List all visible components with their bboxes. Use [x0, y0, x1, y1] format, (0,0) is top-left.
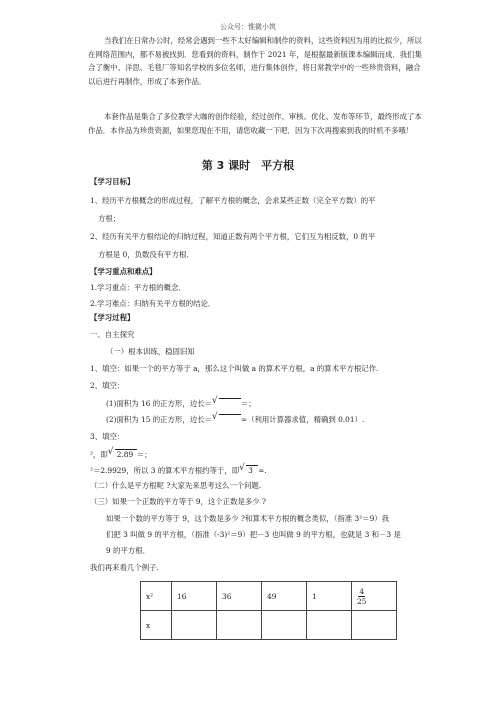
table-cell-blank: [352, 611, 397, 640]
fill-question-3: 3、填空：: [90, 432, 125, 441]
intro-paragraph-2: 本套作品是集合了多位教学大咖的创作经验，经过创作、审核、优化、发布等环节，最终形成了本作品．本作品为珍贵资源，如果您现在不用，请您收藏一下吧．因为下次再搜索到我的时机不多哦！: [88, 112, 422, 135]
goal-2-line-a: 2、经历有关平方根结论的归纳过程，知道正数有两个平方根，它们互为相反数，0 的平: [90, 232, 376, 241]
explanation-line-a: 如果一个数的平方等于 9，这个数是多少 ?和算术平方根的概念类似，（指准 3²＝9）我: [106, 514, 390, 523]
table-cell: 49: [262, 582, 307, 611]
fill-question-3-1: [90, 449, 152, 460]
explanation-line-b: 们把 3 叫做 9 的平方根，（指准（-3)²＝9）把－3 也叫做 9 的平方根，也就是 3 和－3 是: [106, 530, 401, 539]
goal-2-line-b: 方根是 0，负数没有平方根．: [98, 250, 194, 259]
fraction-denominator: 25: [357, 596, 367, 606]
q21-text-a: (1)面积为 16 的正方形，边长＝: [106, 399, 212, 408]
table-cell-blank: [307, 611, 352, 640]
radical-icon: √: [211, 396, 218, 406]
goal-1-line-b: 方根；: [98, 214, 121, 223]
table-cell-blank: [262, 611, 307, 640]
sqrt-sign: [212, 398, 241, 409]
lesson-title: 第 3 课时 平方根: [201, 159, 295, 172]
square-root-table: [140, 581, 397, 640]
radicand-blank: [219, 414, 241, 425]
table-cell-blank: [217, 611, 262, 640]
subpart-2-heading: （二）什么是平方根呢 ?大家先来思考这么一个问题.: [90, 481, 262, 490]
q22-text-a: (2)面积为 15 的正方形，边长＝: [106, 415, 212, 424]
key-point-1: 1.学习重点：平方根的概念．: [90, 283, 186, 292]
radical-icon: √: [211, 412, 218, 422]
part-1-heading: 一、自主探究: [90, 330, 135, 339]
table-cell: 1: [307, 582, 352, 611]
subpart-1-heading: （一）根本训练，稳固旧知: [106, 347, 195, 356]
fill-question-2-1: [106, 398, 256, 409]
section-key-heading: 【学习重点和难点】: [90, 267, 157, 276]
q31-text-b: ＝；: [136, 450, 152, 459]
fill-question-2: 2、填空：: [90, 381, 125, 390]
table-cell: 16: [172, 582, 217, 611]
q31-text-a: ²，即: [90, 450, 108, 459]
page-header: 公众号：惟微小筑: [220, 23, 276, 31]
sqrt-sign: [239, 465, 258, 476]
q22-text-b: ≈（利用计算器求值，精确到 0.01）.: [240, 415, 365, 424]
radical-icon: √: [107, 447, 114, 457]
table-cell-fraction: [352, 582, 397, 611]
sqrt-sign: [212, 414, 241, 425]
explanation-line-c: 9 的平方根．: [106, 546, 151, 555]
section-goal-heading: 【学习目标】: [90, 177, 135, 186]
q21-text-b: ＝；: [240, 399, 256, 408]
fraction: [357, 587, 366, 606]
q32-text-b: ≈.: [258, 466, 267, 475]
fill-question-1: 1、填空：如果一个的平方等于 a，那么这个叫做 a 的算术平方根，a 的算术平方根记作.: [90, 364, 379, 373]
q32-text-a: ²＝2.9929，所以 3 的算术平方根约等于，即: [90, 466, 240, 475]
goal-1-line-a: 1、经历平方根概念的形成过程，了解平方根的概念，会求某些正数（完全平方数）的平: [90, 196, 376, 205]
table-row-x-squared: [141, 582, 397, 611]
table-cell: 36: [217, 582, 262, 611]
radicand-blank: [219, 398, 241, 409]
table-row-x: [141, 611, 397, 640]
key-point-2: 2.学习难点：归纳有关平方根的结论．: [90, 299, 216, 308]
section-process-heading: 【学习过程】: [90, 313, 135, 322]
radicand: 3: [246, 465, 258, 476]
table-cell-blank: [172, 611, 217, 640]
fill-question-3-2: [90, 465, 267, 476]
intro-paragraph-1: 当我们在日常办公时，经常会遇到一些不太好编辑和制作的资料，这些资料因为用的比拟少，所以在网络范围内，都不易被找到．您看到的资料，制作于 2021 年，是根据最新版课本编辑而成．我们集合了衡中、洋思、毛毯厂等知名学校的多位名师，进行集体创作，将日常教学中的一些珍贵资料，融合以后进行再制作，形成了本套作品．: [88, 36, 422, 86]
sqrt-sign: [108, 449, 137, 460]
fraction-numerator: 4: [359, 586, 365, 596]
table-row-head: x: [141, 611, 172, 640]
subpart-3-heading: （三）如果一个正数的平方等于 9，这个正数是多少 ?: [90, 497, 266, 506]
examples-intro: 我们再来看几个例子.: [90, 563, 159, 572]
radical-icon: √: [239, 463, 245, 473]
fill-question-2-2: [106, 414, 364, 425]
radicand: 2.89: [115, 449, 137, 460]
table-row-head: x²: [141, 582, 172, 611]
